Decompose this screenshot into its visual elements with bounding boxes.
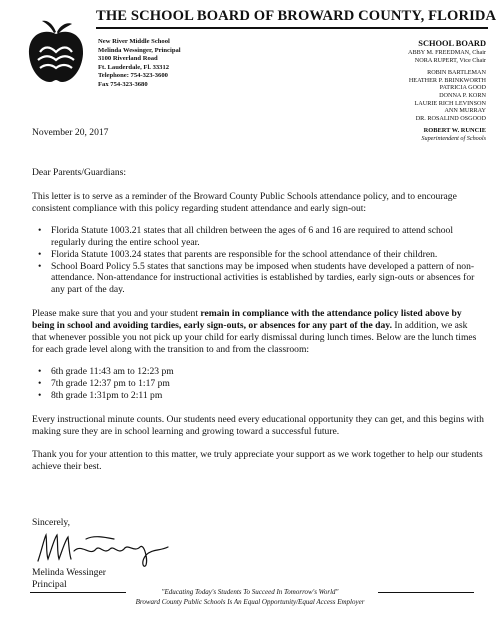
board-member: DONNA P. KORN [439, 91, 486, 99]
principal-line: Melinda Wessinger, Principal [98, 46, 181, 54]
board-member: HEATHER P. BRINKWORTH [408, 76, 486, 84]
policy-list [32, 225, 484, 296]
compliance-paragraph: Please make sure that you and your student remain in compliance with the attendance policy listed above by being in school and avoiding tardies, early sign-outs, or absences for any part of the day. In addition, we ask that whenever possible you not pick up your child for early dismissal during lunch times. Below are the lunch times for each grade level along with the transition to and from the classroom: [32, 308, 477, 355]
letter-date: November 20, 2017 [32, 127, 109, 138]
list-item: • Florida Statute 1003.24 states that parents are responsible for the school attendance of their children. [38, 248, 438, 260]
board-member: PATRICIA GOOD [439, 84, 486, 92]
board-member: ANN MURRAY [444, 107, 486, 115]
school-board-heading: SCHOOL BOARD [418, 39, 486, 48]
intro-paragraph: This letter is to serve as a reminder of the Broward County Public Schools attendance policy, and to encourage consistent compliance with this policy regarding student attendance and early sign-out: [32, 191, 457, 214]
letter-salutation: Dear Parents/Guardians: [32, 167, 127, 178]
board-chair: ABBY M. FREEDMAN, Chair [408, 49, 486, 56]
letterhead-rule [96, 27, 488, 29]
footer-motto: "Educating Today's Students To Succeed In Tomorrow's World" [161, 588, 339, 596]
school-name: New River Middle School [98, 38, 170, 45]
footer-equal-opportunity: Broward County Public Schools Is An Equal Opportunity/Equal Access Employer [135, 598, 365, 606]
letter-closing: Sincerely, [32, 517, 71, 528]
telephone: Telephone: 754-323-3600 [98, 72, 168, 80]
list-item: • 8th grade 1:31pm to 2:11 pm [38, 389, 163, 401]
letterhead-title: THE SCHOOL BOARD OF BROWARD COUNTY, FLORIDA [96, 8, 497, 24]
signer-name: Melinda Wessinger [32, 567, 106, 578]
lunch-times-list [32, 366, 484, 402]
fax: Fax 754-323-3680 [98, 80, 148, 88]
list-item: • Florida Statute 1003.21 states that all children between the ages of 6 and 16 are required to attend school regularly during the entire school year. [38, 224, 454, 248]
thank-you-paragraph: Thank you for your attention to this matter, we truly appreciate your support as we work together to help our students achieve their best. [32, 449, 483, 473]
superintendent-name: ROBERT W. RUNCIE [423, 127, 486, 135]
letter-body [32, 191, 484, 473]
list-item: • School Board Policy 5.5 states that sanctions may be imposed when students have developed a pattern of non-attendance. Non-attendance for instructional activities is established by tardies, early sign-outs or absences for any part of the day. [38, 260, 475, 296]
school-board-apple-logo [24, 18, 88, 88]
superintendent-title: Superintendent of Schools [421, 134, 486, 142]
list-item: • 7th grade 12:37 pm to 1:17 pm [38, 377, 170, 389]
school-address-block [98, 38, 181, 90]
board-member: DR. ROSALIND OSGOOD [415, 114, 486, 122]
street-address: 3100 Riverland Road [98, 55, 158, 63]
signer-title: Principal [32, 579, 67, 590]
footer-rule-left [30, 592, 126, 593]
board-member: ROBIN BARTLEMAN [427, 69, 486, 77]
compliance-emphasis: remain in compliance with the attendance policy listed above by being in school and avoiding tardies, early sign-outs, or absences for any part of the day. [32, 308, 462, 332]
board-member: LAURIE RICH LEVINSON [414, 99, 486, 107]
footer-rule-right [378, 592, 474, 593]
city-state-zip: Ft. Lauderdale, Fl. 33312 [98, 63, 170, 71]
board-vice-chair: NORA RUPERT, Vice Chair [414, 56, 486, 64]
principal-signature [34, 529, 184, 569]
instructional-minute-paragraph: Every instructional minute counts. Our students need every educational opportunity they can get, and this begins with making sure they are in school learning and growing toward a successful future. [32, 413, 484, 437]
list-item: • 6th grade 11:43 am to 12:23 pm [38, 365, 174, 377]
